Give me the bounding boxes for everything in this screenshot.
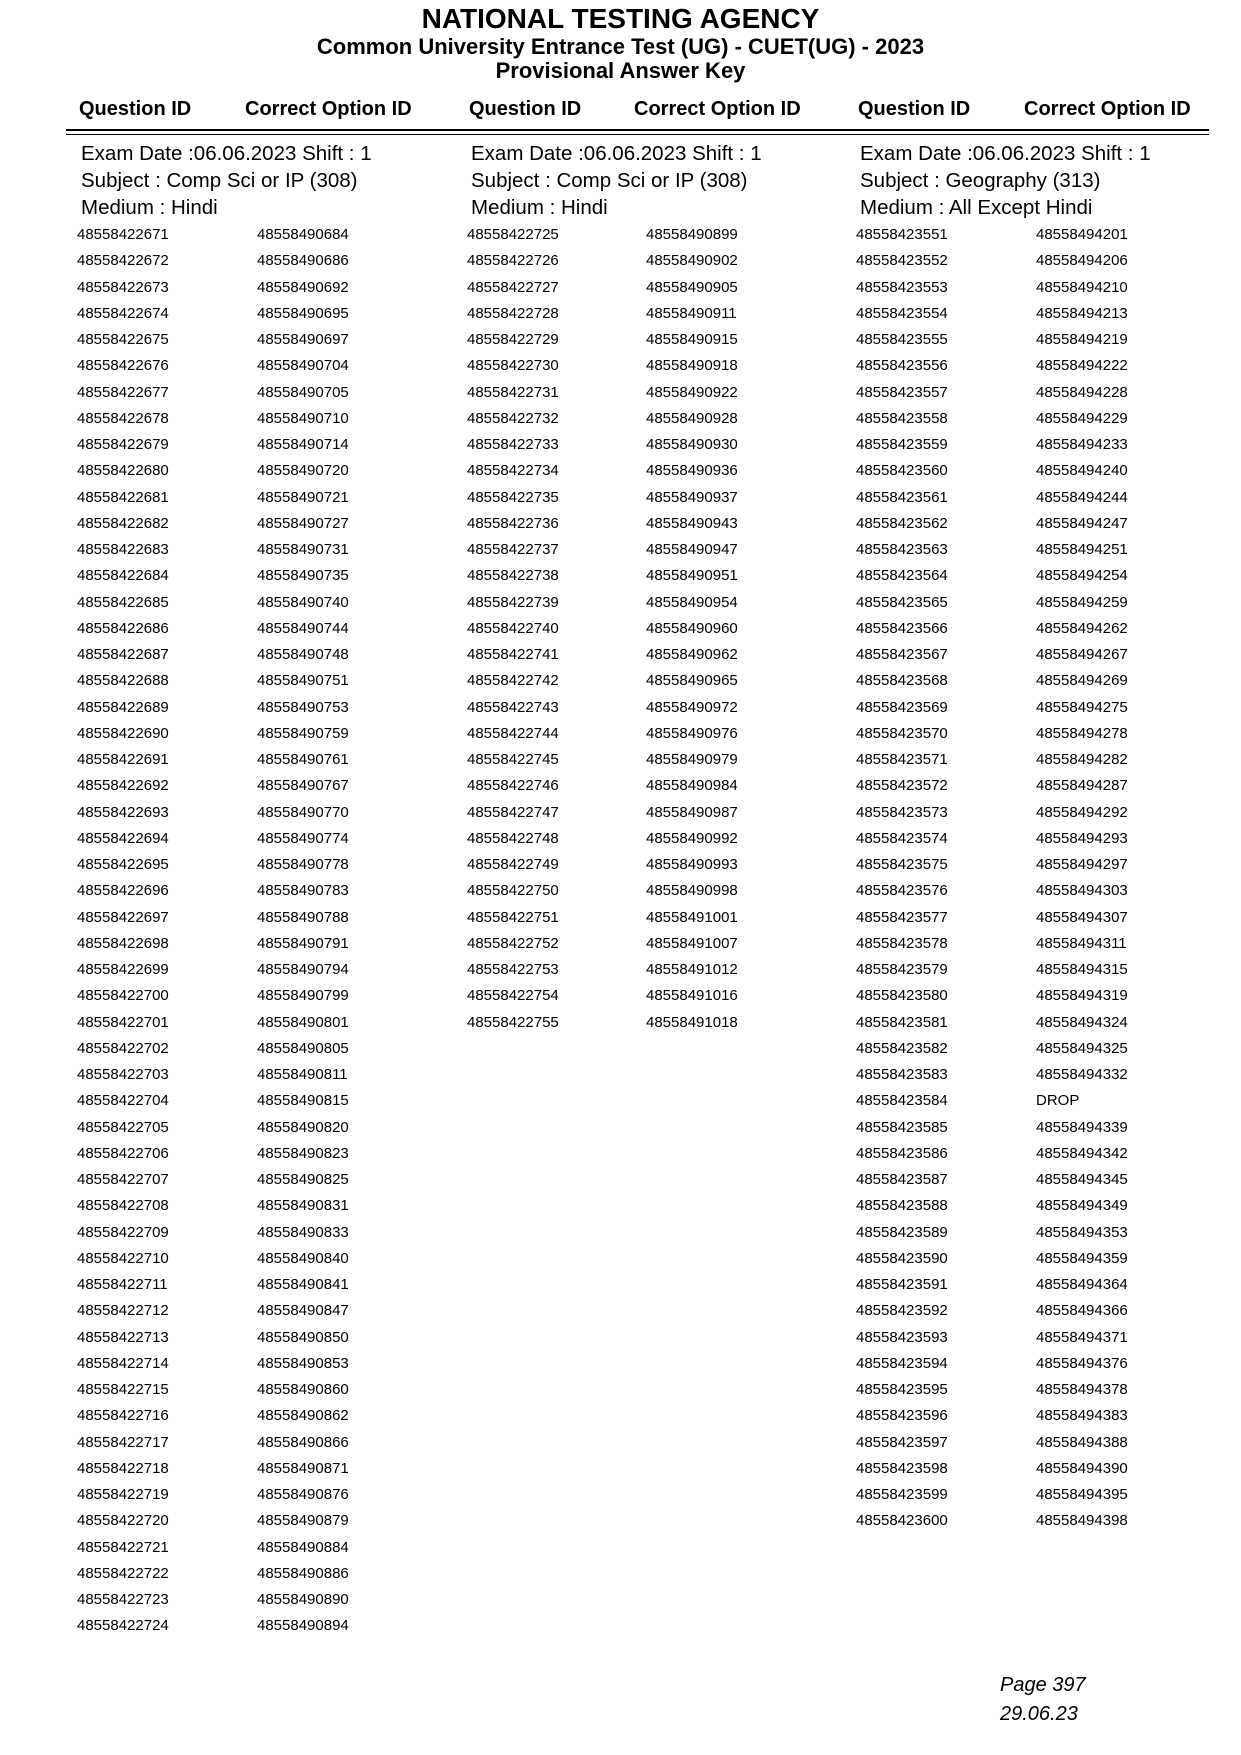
- question-id-cell: 48558422707: [77, 1171, 169, 1188]
- question-id-cell: 48558423581: [856, 1013, 948, 1031]
- correct-option-id-cell: 48558490805: [257, 1039, 349, 1057]
- question-id-cell: 48558422746: [467, 777, 559, 795]
- question-id-cell: 48558423574: [856, 829, 948, 847]
- correct-option-id-cell: 48558490993: [646, 856, 738, 873]
- correct-option-id-cell: 48558494388: [1036, 1433, 1128, 1451]
- question-id-cell: 48558423576: [856, 882, 948, 900]
- subject-label: Subject : Geography (313): [860, 169, 1101, 192]
- correct-option-id-cell: 48558494366: [1036, 1302, 1128, 1320]
- correct-option-id-cell: 48558490884: [257, 1538, 349, 1556]
- question-id-cell: 48558423596: [856, 1407, 948, 1425]
- question-id-cell: 48558423587: [856, 1171, 948, 1188]
- question-id-cell: 48558422719: [77, 1486, 169, 1503]
- question-id-cell: 48558423600: [856, 1512, 948, 1530]
- question-id-cell: 48558422735: [467, 488, 559, 506]
- question-id-cell: 48558423578: [856, 934, 948, 952]
- question-id-cell: 48558422715: [77, 1381, 169, 1398]
- question-id-cell: 48558422698: [77, 934, 169, 952]
- correct-option-id-cell: 48558490774: [257, 829, 349, 847]
- correct-option-id-cell: 48558490731: [257, 541, 349, 558]
- correct-option-id-cell: 48558494353: [1036, 1223, 1128, 1241]
- correct-option-id-cell: 48558490686: [257, 252, 349, 270]
- correct-option-id-cell: 48558490684: [257, 226, 349, 243]
- question-id-cell: 48558422754: [467, 987, 559, 1005]
- question-id-cell: 48558422701: [77, 1013, 169, 1031]
- question-id-cell: 48558422713: [77, 1328, 169, 1346]
- correct-option-id-cell: 48558494292: [1036, 803, 1128, 821]
- correct-option-id-cell: 48558490936: [646, 462, 738, 480]
- correct-option-id-cell: 48558490876: [257, 1486, 349, 1503]
- correct-option-id-cell: 48558494378: [1036, 1381, 1128, 1398]
- correct-option-id-cell: 48558490692: [257, 278, 349, 296]
- correct-option-id-cell: 48558490918: [646, 357, 738, 375]
- question-id-cell: 48558422700: [77, 987, 169, 1005]
- correct-option-id-cell: 48558490841: [257, 1276, 349, 1293]
- correct-option-id-cell: 48558494319: [1036, 987, 1128, 1005]
- correct-option-id-cell: 48558491012: [646, 961, 738, 978]
- question-id-cell: 48558423555: [856, 331, 948, 348]
- column-header-correct-option-id: Correct Option ID: [245, 98, 412, 120]
- question-id-cell: 48558422691: [77, 751, 169, 768]
- correct-option-id-cell: 48558490943: [646, 514, 738, 532]
- question-id-cell: 48558422695: [77, 856, 169, 873]
- correct-option-id-cell: 48558490833: [257, 1223, 349, 1241]
- question-id-cell: 48558423558: [856, 409, 948, 427]
- exam-name: Common University Entrance Test (UG) - CUET(UG) - 2023: [316, 34, 925, 59]
- question-id-cell: 48558422685: [77, 593, 169, 611]
- correct-option-id-cell: 48558494342: [1036, 1144, 1128, 1162]
- correct-option-id-cell: 48558490820: [257, 1118, 349, 1136]
- question-id-cell: 48558422739: [467, 593, 559, 611]
- correct-option-id-cell: 48558494233: [1036, 436, 1128, 453]
- correct-option-id-cell: 48558490992: [646, 829, 738, 847]
- correct-option-id-cell: 48558490937: [646, 488, 738, 506]
- question-id-cell: 48558422752: [467, 934, 559, 952]
- correct-option-id-cell: 48558490735: [257, 567, 349, 585]
- column-header-correct-option-id: Correct Option ID: [634, 98, 801, 120]
- correct-option-id-cell: 48558490960: [646, 619, 738, 637]
- correct-option-id-cell: 48558494247: [1036, 514, 1128, 532]
- correct-option-id-cell: 48558490972: [646, 698, 738, 716]
- question-id-cell: 48558422727: [467, 278, 559, 296]
- correct-option-id-cell: 48558490831: [257, 1197, 349, 1215]
- question-id-cell: 48558422748: [467, 829, 559, 847]
- question-id-cell: 48558423588: [856, 1197, 948, 1215]
- correct-option-id-cell: 48558494269: [1036, 672, 1128, 690]
- question-id-cell: 48558423584: [856, 1092, 948, 1110]
- correct-option-id-cell: 48558490751: [257, 672, 349, 690]
- correct-option-id-cell: 48558494364: [1036, 1276, 1128, 1293]
- correct-option-id-cell: 48558490727: [257, 514, 349, 532]
- question-id-cell: 48558422741: [467, 646, 559, 663]
- correct-option-id-cell: 48558490850: [257, 1328, 349, 1346]
- correct-option-id-cell: 48558490979: [646, 751, 738, 768]
- correct-option-id-cell: 48558490905: [646, 278, 738, 296]
- question-id-cell: 48558422733: [467, 436, 559, 453]
- header-divider: [66, 134, 1209, 135]
- correct-option-id-cell: 48558494259: [1036, 593, 1128, 611]
- question-id-cell: 48558422705: [77, 1118, 169, 1136]
- question-id-cell: 48558422716: [77, 1407, 169, 1425]
- question-id-cell: 48558423570: [856, 724, 948, 742]
- question-id-cell: 48558422723: [77, 1591, 169, 1608]
- correct-option-id-cell: 48558494339: [1036, 1118, 1128, 1136]
- question-id-cell: 48558422703: [77, 1066, 169, 1083]
- correct-option-id-cell: 48558490695: [257, 304, 349, 322]
- question-id-cell: 48558423566: [856, 619, 948, 637]
- correct-option-id-cell: 48558490714: [257, 436, 349, 453]
- correct-option-id-cell: 48558490954: [646, 593, 738, 611]
- correct-option-id-cell: 48558494213: [1036, 304, 1128, 322]
- question-id-cell: 48558423575: [856, 856, 948, 873]
- correct-option-id-cell: 48558490748: [257, 646, 349, 663]
- print-date: 29.06.23: [1000, 1703, 1078, 1725]
- question-id-cell: 48558422672: [77, 252, 169, 270]
- correct-option-id-cell: 48558494282: [1036, 751, 1128, 768]
- question-id-cell: 48558422743: [467, 698, 559, 716]
- correct-option-id-cell: 48558494345: [1036, 1171, 1128, 1188]
- question-id-cell: 48558422755: [467, 1013, 559, 1031]
- correct-option-id-cell: 48558490767: [257, 777, 349, 795]
- correct-option-id-cell: 48558491016: [646, 987, 738, 1005]
- question-id-cell: 48558423569: [856, 698, 948, 716]
- question-id-cell: 48558422689: [77, 698, 169, 716]
- question-id-cell: 48558422697: [77, 908, 169, 926]
- correct-option-id-cell: 48558490823: [257, 1144, 349, 1162]
- page-number: Page 397: [1000, 1674, 1086, 1696]
- correct-option-id-cell: 48558490911: [646, 304, 737, 322]
- correct-option-id-cell: 48558490825: [257, 1171, 349, 1188]
- question-id-cell: 48558422682: [77, 514, 169, 532]
- exam-date-label: Exam Date :06.06.2023 Shift : 1: [471, 142, 762, 165]
- question-id-cell: 48558423590: [856, 1249, 948, 1267]
- correct-option-id-cell: 48558490847: [257, 1302, 349, 1320]
- question-id-cell: 48558423580: [856, 987, 948, 1005]
- correct-option-id-cell: 48558490894: [257, 1617, 349, 1635]
- correct-option-id-cell: 48558490862: [257, 1407, 349, 1425]
- question-id-cell: 48558423556: [856, 357, 948, 375]
- question-id-cell: 48558422738: [467, 567, 559, 585]
- question-id-cell: 48558422731: [467, 383, 559, 401]
- question-id-cell: 48558422710: [77, 1249, 169, 1267]
- question-id-cell: 48558423551: [856, 226, 948, 243]
- medium-label: Medium : All Except Hindi: [860, 196, 1093, 219]
- correct-option-id-cell: 48558490840: [257, 1249, 349, 1267]
- correct-option-id-cell: 48558490705: [257, 383, 349, 401]
- subject-label: Subject : Comp Sci or IP (308): [81, 169, 358, 192]
- correct-option-id-cell: 48558494210: [1036, 278, 1128, 296]
- question-id-cell: 48558423561: [856, 488, 948, 506]
- correct-option-id-cell: 48558490947: [646, 541, 738, 558]
- correct-option-id-cell: 48558494376: [1036, 1354, 1128, 1372]
- question-id-cell: 48558422722: [77, 1564, 169, 1582]
- question-id-cell: 48558422712: [77, 1302, 169, 1320]
- correct-option-id-cell: 48558494262: [1036, 619, 1128, 637]
- question-id-cell: 48558422674: [77, 304, 169, 322]
- correct-option-id-cell: 48558490871: [257, 1459, 349, 1477]
- correct-option-id-cell: 48558494293: [1036, 829, 1128, 847]
- question-id-cell: 48558422702: [77, 1039, 169, 1057]
- correct-option-id-cell: 48558494228: [1036, 383, 1128, 401]
- question-id-cell: 48558423567: [856, 646, 948, 663]
- question-id-cell: 48558422684: [77, 567, 169, 585]
- correct-option-id-cell: 48558494201: [1036, 226, 1128, 243]
- correct-option-id-cell: 48558494267: [1036, 646, 1128, 663]
- question-id-cell: 48558422740: [467, 619, 559, 637]
- correct-option-id-cell: 48558490930: [646, 436, 738, 453]
- correct-option-id-cell: 48558494254: [1036, 567, 1128, 585]
- question-id-cell: 48558422678: [77, 409, 169, 427]
- question-id-cell: 48558423592: [856, 1302, 948, 1320]
- question-id-cell: 48558422737: [467, 541, 559, 558]
- correct-option-id-cell: 48558494206: [1036, 252, 1128, 270]
- question-id-cell: 48558422699: [77, 961, 169, 978]
- correct-option-id-cell: 48558494240: [1036, 462, 1128, 480]
- correct-option-id-cell: 48558491018: [646, 1013, 738, 1031]
- correct-option-id-cell: 48558490710: [257, 409, 349, 427]
- question-id-cell: 48558423577: [856, 908, 948, 926]
- question-id-cell: 48558422749: [467, 856, 559, 873]
- question-id-cell: 48558422711: [77, 1276, 168, 1293]
- correct-option-id-cell: 48558494315: [1036, 961, 1128, 978]
- correct-option-id-cell: 48558490799: [257, 987, 349, 1005]
- question-id-cell: 48558423557: [856, 383, 948, 401]
- question-id-cell: 48558422671: [77, 226, 169, 243]
- correct-option-id-cell: 48558490866: [257, 1433, 349, 1451]
- correct-option-id-cell: 48558490794: [257, 961, 349, 978]
- correct-option-id-cell: 48558490761: [257, 751, 349, 768]
- column-header-question-id: Question ID: [469, 98, 582, 120]
- question-id-cell: 48558422696: [77, 882, 169, 900]
- correct-option-id-cell: 48558490965: [646, 672, 738, 690]
- correct-option-id-cell: 48558490778: [257, 856, 349, 873]
- correct-option-id-cell: 48558494287: [1036, 777, 1128, 795]
- question-id-cell: 48558423560: [856, 462, 948, 480]
- correct-option-id-cell: 48558494332: [1036, 1066, 1128, 1083]
- correct-option-id-cell: 48558494275: [1036, 698, 1128, 716]
- correct-option-id-cell: 48558490740: [257, 593, 349, 611]
- correct-option-id-cell: 48558490879: [257, 1512, 349, 1530]
- correct-option-id-cell: 48558490962: [646, 646, 738, 663]
- correct-option-id-cell: 48558494311: [1036, 934, 1127, 952]
- correct-option-id-cell: 48558491001: [646, 908, 738, 926]
- correct-option-id-cell: 48558490890: [257, 1591, 349, 1608]
- medium-label: Medium : Hindi: [471, 196, 608, 219]
- column-header-question-id: Question ID: [79, 98, 192, 120]
- correct-option-id-cell: 48558490922: [646, 383, 738, 401]
- correct-option-id-cell: 48558490886: [257, 1564, 349, 1582]
- question-id-cell: 48558423573: [856, 803, 948, 821]
- question-id-cell: 48558423568: [856, 672, 948, 690]
- page-title: NATIONAL TESTING AGENCY: [421, 3, 820, 34]
- question-id-cell: 48558422694: [77, 829, 169, 847]
- correct-option-id-cell: 48558494398: [1036, 1512, 1128, 1530]
- document-name: Provisional Answer Key: [495, 58, 746, 83]
- question-id-cell: 48558423554: [856, 304, 948, 322]
- question-id-cell: 48558422732: [467, 409, 559, 427]
- question-id-cell: 48558423564: [856, 567, 948, 585]
- question-id-cell: 48558423559: [856, 436, 948, 453]
- question-id-cell: 48558422704: [77, 1092, 169, 1110]
- question-id-cell: 48558422734: [467, 462, 559, 480]
- correct-option-id-cell: 48558490788: [257, 908, 349, 926]
- correct-option-id-cell: 48558494359: [1036, 1249, 1128, 1267]
- question-id-cell: 48558422728: [467, 304, 559, 322]
- question-id-cell: 48558423572: [856, 777, 948, 795]
- medium-label: Medium : Hindi: [81, 196, 218, 219]
- header-divider: [66, 129, 1209, 131]
- question-id-cell: 48558423593: [856, 1328, 948, 1346]
- question-id-cell: 48558422729: [467, 331, 559, 348]
- exam-date-label: Exam Date :06.06.2023 Shift : 1: [81, 142, 372, 165]
- question-id-cell: 48558422753: [467, 961, 559, 978]
- correct-option-id-cell: 48558490987: [646, 803, 738, 821]
- correct-option-id-cell: 48558490801: [257, 1013, 349, 1031]
- question-id-cell: 48558422683: [77, 541, 169, 558]
- correct-option-id-cell: 48558490791: [257, 934, 349, 952]
- correct-option-id-cell: 48558490697: [257, 331, 349, 348]
- correct-option-id-cell: 48558494307: [1036, 908, 1128, 926]
- question-id-cell: 48558422726: [467, 252, 559, 270]
- correct-option-id-cell: 48558491007: [646, 934, 738, 952]
- question-id-cell: 48558422688: [77, 672, 169, 690]
- column-header-question-id: Question ID: [858, 98, 971, 120]
- question-id-cell: 48558423594: [856, 1354, 948, 1372]
- question-id-cell: 48558422676: [77, 357, 169, 375]
- question-id-cell: 48558422744: [467, 724, 559, 742]
- correct-option-id-cell: 48558490815: [257, 1092, 349, 1110]
- correct-option-id-cell: DROP: [1036, 1092, 1080, 1110]
- question-id-cell: 48558422680: [77, 462, 169, 480]
- question-id-cell: 48558422721: [77, 1538, 169, 1556]
- question-id-cell: 48558422742: [467, 672, 559, 690]
- correct-option-id-cell: 48558490899: [646, 226, 738, 243]
- question-id-cell: 48558422750: [467, 882, 559, 900]
- exam-date-label: Exam Date :06.06.2023 Shift : 1: [860, 142, 1151, 165]
- question-id-cell: 48558422724: [77, 1617, 169, 1635]
- question-id-cell: 48558422687: [77, 646, 169, 663]
- correct-option-id-cell: 48558490759: [257, 724, 349, 742]
- question-id-cell: 48558422706: [77, 1144, 169, 1162]
- correct-option-id-cell: 48558490928: [646, 409, 738, 427]
- correct-option-id-cell: 48558490853: [257, 1354, 349, 1372]
- question-id-cell: 48558423565: [856, 593, 948, 611]
- correct-option-id-cell: 48558490744: [257, 619, 349, 637]
- correct-option-id-cell: 48558490720: [257, 462, 349, 480]
- question-id-cell: 48558423583: [856, 1066, 948, 1083]
- correct-option-id-cell: 48558490811: [257, 1066, 348, 1083]
- question-id-cell: 48558422718: [77, 1459, 169, 1477]
- correct-option-id-cell: 48558494383: [1036, 1407, 1128, 1425]
- correct-option-id-cell: 48558490783: [257, 882, 349, 900]
- question-id-cell: 48558422673: [77, 278, 169, 296]
- subject-label: Subject : Comp Sci or IP (308): [471, 169, 748, 192]
- question-id-cell: 48558422692: [77, 777, 169, 795]
- correct-option-id-cell: 48558490915: [646, 331, 738, 348]
- question-id-cell: 48558422681: [77, 488, 169, 506]
- question-id-cell: 48558422714: [77, 1354, 169, 1372]
- question-id-cell: 48558423582: [856, 1039, 948, 1057]
- question-id-cell: 48558422747: [467, 803, 559, 821]
- correct-option-id-cell: 48558494244: [1036, 488, 1128, 506]
- correct-option-id-cell: 48558490721: [257, 488, 349, 506]
- question-id-cell: 48558423563: [856, 541, 948, 558]
- question-id-cell: 48558422717: [77, 1433, 169, 1451]
- correct-option-id-cell: 48558494251: [1036, 541, 1128, 558]
- correct-option-id-cell: 48558490976: [646, 724, 738, 742]
- question-id-cell: 48558422708: [77, 1197, 169, 1215]
- correct-option-id-cell: 48558490860: [257, 1381, 349, 1398]
- correct-option-id-cell: 48558494222: [1036, 357, 1128, 375]
- question-id-cell: 48558422677: [77, 383, 169, 401]
- question-id-cell: 48558423589: [856, 1223, 948, 1241]
- question-id-cell: 48558422686: [77, 619, 169, 637]
- correct-option-id-cell: 48558490951: [646, 567, 738, 585]
- correct-option-id-cell: 48558494395: [1036, 1486, 1128, 1503]
- question-id-cell: 48558422751: [467, 908, 559, 926]
- question-id-cell: 48558422730: [467, 357, 559, 375]
- correct-option-id-cell: 48558494229: [1036, 409, 1128, 427]
- correct-option-id-cell: 48558494349: [1036, 1197, 1128, 1215]
- question-id-cell: 48558422725: [467, 226, 559, 243]
- question-id-cell: 48558423599: [856, 1486, 948, 1503]
- correct-option-id-cell: 48558494303: [1036, 882, 1128, 900]
- correct-option-id-cell: 48558490998: [646, 882, 738, 900]
- question-id-cell: 48558423553: [856, 278, 948, 296]
- question-id-cell: 48558423571: [856, 751, 948, 768]
- question-id-cell: 48558423598: [856, 1459, 948, 1477]
- correct-option-id-cell: 48558494371: [1036, 1328, 1128, 1346]
- correct-option-id-cell: 48558490704: [257, 357, 349, 375]
- question-id-cell: 48558422736: [467, 514, 559, 532]
- question-id-cell: 48558423562: [856, 514, 948, 532]
- question-id-cell: 48558423586: [856, 1144, 948, 1162]
- correct-option-id-cell: 48558490753: [257, 698, 349, 716]
- correct-option-id-cell: 48558494219: [1036, 331, 1128, 348]
- correct-option-id-cell: 48558490902: [646, 252, 738, 270]
- correct-option-id-cell: 48558494390: [1036, 1459, 1128, 1477]
- correct-option-id-cell: 48558494325: [1036, 1039, 1128, 1057]
- question-id-cell: 48558422720: [77, 1512, 169, 1530]
- question-id-cell: 48558422693: [77, 803, 169, 821]
- question-id-cell: 48558422690: [77, 724, 169, 742]
- question-id-cell: 48558423585: [856, 1118, 948, 1136]
- correct-option-id-cell: 48558494297: [1036, 856, 1128, 873]
- question-id-cell: 48558423597: [856, 1433, 948, 1451]
- column-header-correct-option-id: Correct Option ID: [1024, 98, 1191, 120]
- question-id-cell: 48558422679: [77, 436, 169, 453]
- question-id-cell: 48558422709: [77, 1223, 169, 1241]
- question-id-cell: 48558423591: [856, 1276, 948, 1293]
- correct-option-id-cell: 48558490984: [646, 777, 738, 795]
- question-id-cell: 48558423579: [856, 961, 948, 978]
- question-id-cell: 48558423595: [856, 1381, 948, 1398]
- question-id-cell: 48558423552: [856, 252, 948, 270]
- correct-option-id-cell: 48558490770: [257, 803, 349, 821]
- question-id-cell: 48558422675: [77, 331, 169, 348]
- correct-option-id-cell: 48558494278: [1036, 724, 1128, 742]
- correct-option-id-cell: 48558494324: [1036, 1013, 1128, 1031]
- question-id-cell: 48558422745: [467, 751, 559, 768]
